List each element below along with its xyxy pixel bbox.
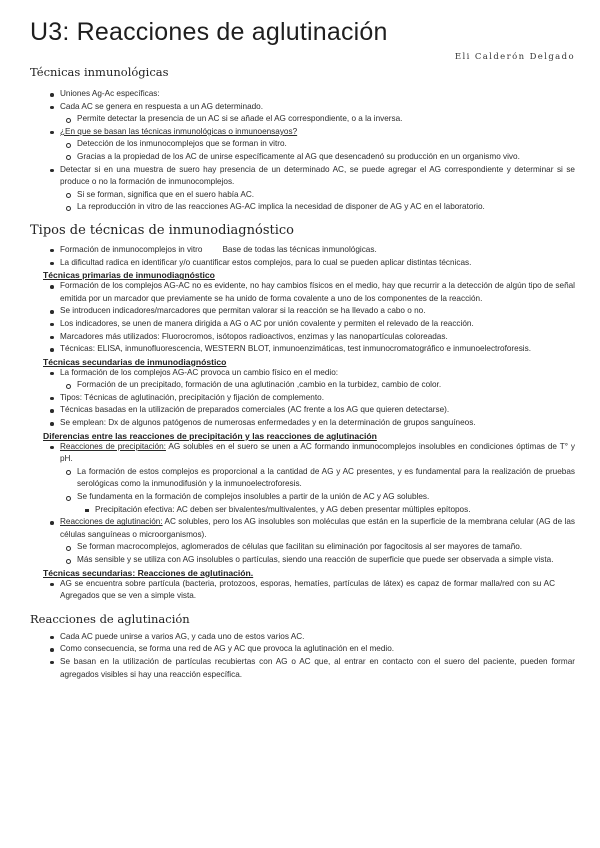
sub-list-item: Detección de los inmunocomplejos que se forman in vitro. — [60, 138, 575, 151]
list-item: Reacciones de precipitación: AG solubles en el suero se unen a AC formando inmunocomplejos insolubles en condiciones óptimas de T° y pH. La formación de estos complejos es proporcional a la cantidad de AG y AC presentes, y es fundamental para la realización de pruebas serológicas como la inmunodifusión y la inmunoelectroforesis. Se fundamenta en la formación de complejos insolubles a partir de la unión de AC y AG solubles. Precipitación efectiva: AC deben ser bivalentes/multivalentes, y AG deben presentar múltiples epítopos. — [30, 441, 575, 517]
list-item: Técnicas basadas en la utilización de preparados comerciales (AC frente a los AG que quieren detectarse). — [30, 404, 575, 417]
sub-list-item: Permite detectar la presencia de un AC si se añade el AG correspondiente, o a la inversa. — [60, 113, 575, 126]
list-item: Se introducen indicadores/marcadores que permitan valorar si la reacción se ha llevado a cabo o no. — [30, 305, 575, 318]
question-text: ¿En que se basan las técnicas inmunológicas o inmunoensayos? — [60, 126, 298, 136]
list-item: Se emplean: Dx de algunos patógenos de numerosas enfermedades y en la determinación de grupos sanguíneos. — [30, 417, 575, 430]
sub-list-item: Se fundamenta en la formación de complejos insolubles a partir de la unión de AC y AG solubles. Precipitación efectiva: AC deben ser bivalentes/multivalentes, y AG deben presentar múltiples epítopos. — [60, 491, 575, 516]
list-item: Cada AC puede unirse a varios AG, y cada uno de estos varios AC. — [30, 631, 575, 644]
page-title: U3: Reacciones de aglutinación — [30, 18, 388, 46]
list-item: Formación de los complejos AG-AC no es evidente, no hay cambios físicos en el medio, hay que recurrir a la detección de algún tipo de señal emitida por un marcador que previamente se ha unido de forma covalente a uno de los componentes de la reacción. — [30, 280, 575, 305]
section-heading-tipos: Tipos de técnicas de inmunodiagnóstico — [30, 222, 294, 238]
section-heading-tecnicas: Técnicas inmunológicas — [30, 65, 169, 79]
list-item: Marcadores más utilizados: Fluorocromos, isótopos radioactivos, enzimas y las nanopartículas coloreadas. — [30, 331, 575, 344]
subheading-diferencias: Diferencias entre las reacciones de precipitación y las reacciones de aglutinación — [43, 430, 377, 441]
list-item: La dificultad radica en identificar y/o cuantificar estos complejos, para lo cual se pueden aplicar distintas técnicas. — [30, 257, 575, 270]
sub-list-item: Más sensible y se utiliza con AG insolubles o partículas, siendo una reacción de superficie que puede ser observada a simple vista. — [60, 554, 575, 567]
author-name: Eli Calderón Delgado — [454, 52, 575, 62]
section-heading-reacciones: Reacciones de aglutinación — [30, 611, 190, 626]
list-item: Uniones Ag-Ac específicas: — [30, 88, 575, 101]
sub-sub-list-item: Precipitación efectiva: AC deben ser bivalentes/multivalentes, y AG deben presentar múltiples epítopos. — [77, 504, 575, 517]
sub-list-item: Si se forman, significa que en el suero había AC. — [60, 189, 575, 202]
subheading-primarias: Técnicas primarias de inmunodiagnóstico — [43, 270, 215, 281]
sub-list-item: Formación de un precipitado, formación de una aglutinación ,cambio en la turbidez, cambio de color. — [60, 379, 575, 392]
list-item: Formación de inmunocomplejos in vitro Base de todas las técnicas inmunológicas. — [30, 244, 575, 257]
subheading-aglutinacion: Técnicas secundarias: Reacciones de aglutinación. — [43, 567, 254, 578]
list-item — [30, 126, 575, 164]
list-item: Técnicas: ELISA, inmunofluorescencia, WESTERN BLOT, inmunoenzimáticas, test inmunocromatográfico e inmunoelectroforesis. — [30, 343, 575, 356]
list-item: La formación de los complejos AG-AC provoca un cambio físico en el medio: Formación de un precipitado, formación de una aglutinación ,cambio en la turbidez, cambio de color. — [30, 367, 575, 392]
subheading-secundarias: Técnicas secundarias de inmunodiagnóstico — [43, 356, 227, 367]
sub-list-item: La formación de estos complejos es proporcional a la cantidad de AG y AC presentes, y es fundamental para la realización de pruebas serológicas como la inmunodifusión y la inmunoelectroforesis. — [60, 466, 575, 491]
sub-list-item: Se forman macrocomplejos, aglomerados de células que facilitan su eliminación por fagocitosis al ser mayores de tamaño. — [60, 541, 575, 554]
document-page — [30, 18, 575, 681]
sub-list-item: Gracias a la propiedad de los AC de unirse específicamente al AG que desencadenó su producción en un organismo vivo. — [60, 151, 575, 164]
list-item: Detectar si en una muestra de suero hay presencia de un determinado AC, se puede agregar el AG correspondiente y determinar si se produce o no la formación de inmunocomplejos. Si se forman, significa que en el suero había AC. La reproducción in vitro de las reacciones AG-AC implica la necesidad de disponer de AG y AC en el laboratorio. — [30, 164, 575, 214]
list-item: Reacciones de aglutinación: AC solubles, pero los AG insolubles son moléculas que están en la superficie de la membrana celular (AG de las células sanguíneas o microorganismos). Se forman macrocomplejos, aglomerados de células que facilitan su eliminación por fagocitosis al ser mayores de tamaño. Más sensible y se utiliza con AG insolubles o partículas, siendo una reacción de superficie que puede ser observada a simple vista. — [30, 516, 575, 566]
list-item: Se basan en la utilización de partículas recubiertas con AG o AC que, al entrar en contacto con el suero del paciente, pueden formar agregados visibles si hay una reacción específica. — [30, 656, 575, 681]
list-item: Tipos: Técnicas de aglutinación, precipitación y fijación de complemento. — [30, 392, 575, 405]
sub-list-item: La reproducción in vitro de las reacciones AG-AC implica la necesidad de disponer de AG y AC en el laboratorio. — [60, 201, 575, 214]
list-item: Los indicadores, se unen de manera dirigida a AG o AC por unión covalente y permiten el relevado de la reacción. — [30, 318, 575, 331]
list-item: Cada AC se genera en respuesta a un AG determinado. Permite detectar la presencia de un AC si se añade el AG correspondiente, o a la inversa. — [30, 101, 575, 126]
list-item: AG se encuentra sobre partícula (bacteria, protozoos, esporas, hematíes, partículas de látex) es capaz de formar malla/red con su ACAgregados que se ven a simple vista. — [30, 578, 575, 603]
section-list-tecnicas — [30, 88, 575, 214]
list-item: Como consecuencia, se forma una red de AG y AC que provoca la aglutinación en el medio. — [30, 643, 575, 656]
